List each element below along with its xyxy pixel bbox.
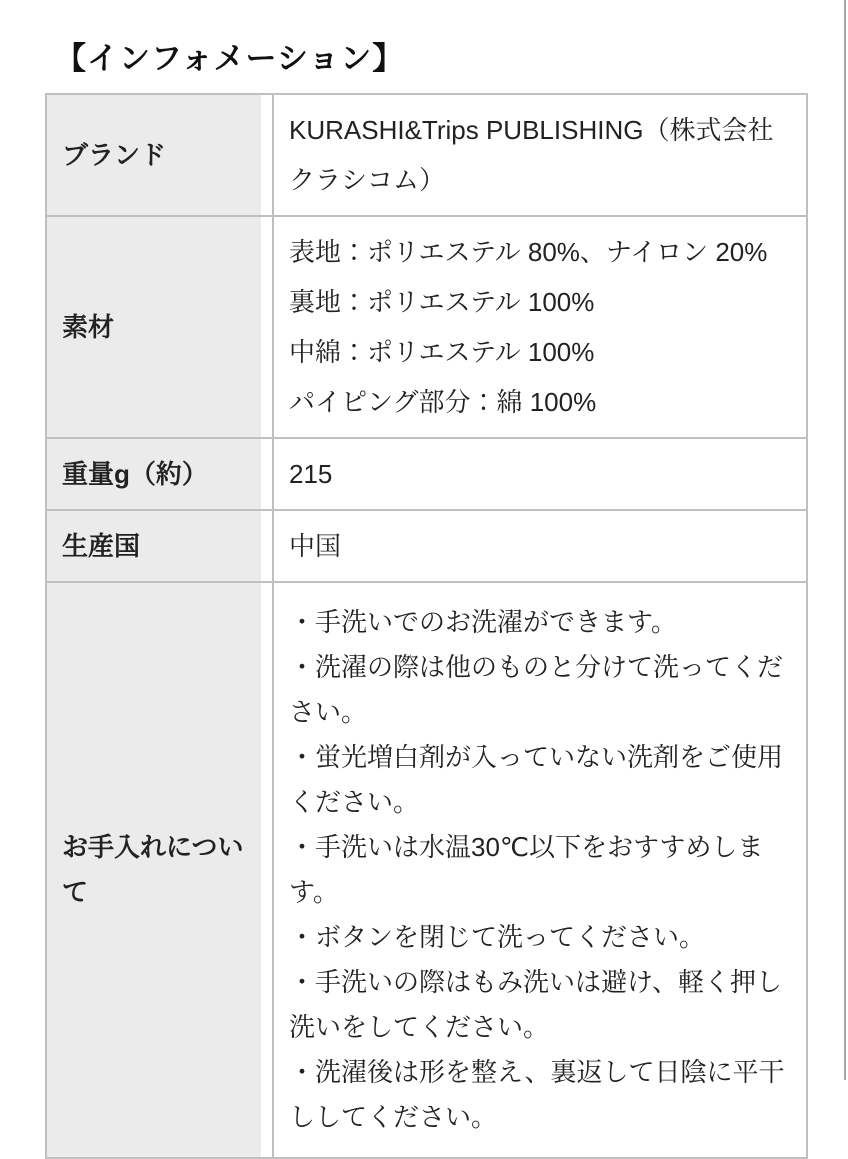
care-value-line: ・洗濯後は形を整え、裏返して日陰に平干 — [289, 1056, 785, 1087]
care-value-line: す。 — [289, 876, 339, 907]
weight-value — [273, 438, 807, 510]
material-value — [273, 216, 807, 438]
weight-value-line: 215 — [289, 458, 333, 489]
screen-edge-line — [844, 0, 846, 1080]
row-label-text: お手入れについて — [62, 831, 244, 907]
table-row-brand — [46, 94, 807, 216]
row-label-text: ブランド — [62, 139, 167, 170]
material-value-line: パイピング部分：綿 100% — [289, 386, 597, 417]
care-value-line: ししてください。 — [289, 1101, 498, 1132]
table-row-material — [46, 216, 807, 438]
care-value-line: さい。 — [289, 696, 368, 727]
care-value — [273, 582, 807, 1158]
country-label — [46, 510, 273, 582]
row-label-text: 素材 — [62, 311, 115, 342]
weight-label — [46, 438, 273, 510]
care-value-line: ・手洗いの際はもみ洗いは避け、軽く押し — [289, 966, 782, 997]
care-label — [46, 582, 273, 1158]
country-value — [273, 510, 807, 582]
table-row-weight — [46, 438, 807, 510]
material-value-line: 中綿：ポリエステル 100% — [289, 336, 595, 367]
brand-value — [273, 94, 807, 216]
table-row-country — [46, 510, 807, 582]
care-value-line: ・洗濯の際は他のものと分けて洗ってくだ — [289, 651, 784, 682]
row-label-text: 生産国 — [62, 530, 141, 561]
brand-value-line: クラシコム） — [289, 164, 446, 195]
table-row-care — [46, 582, 807, 1158]
brand-value-line: KURASHI&Trips PUBLISHING（株式会社 — [289, 114, 774, 145]
material-value-line: 裏地：ポリエステル 100% — [289, 286, 595, 317]
care-value-line: 洗いをしてください。 — [289, 1011, 550, 1042]
material-label — [46, 216, 273, 438]
row-label-text: 重量g（約） — [62, 458, 208, 489]
product-info-table — [45, 93, 808, 1159]
care-value-line: ・手洗いでのお洗濯ができます。 — [289, 606, 677, 637]
care-value-line: ・ボタンを閉じて洗ってください。 — [289, 921, 706, 952]
material-value-line: 表地：ポリエステル 80%、ナイロン 20% — [289, 236, 768, 267]
care-value-line: ・蛍光増白剤が入っていない洗剤をご使用 — [289, 741, 784, 772]
brand-label — [46, 94, 273, 216]
page-title: 【インフォメーション】 — [55, 41, 405, 76]
country-value-line: 中国 — [289, 530, 342, 561]
care-value-line: ・手洗いは水温30℃以下をおすすめしま — [289, 831, 764, 862]
care-value-line: ください。 — [289, 786, 420, 817]
